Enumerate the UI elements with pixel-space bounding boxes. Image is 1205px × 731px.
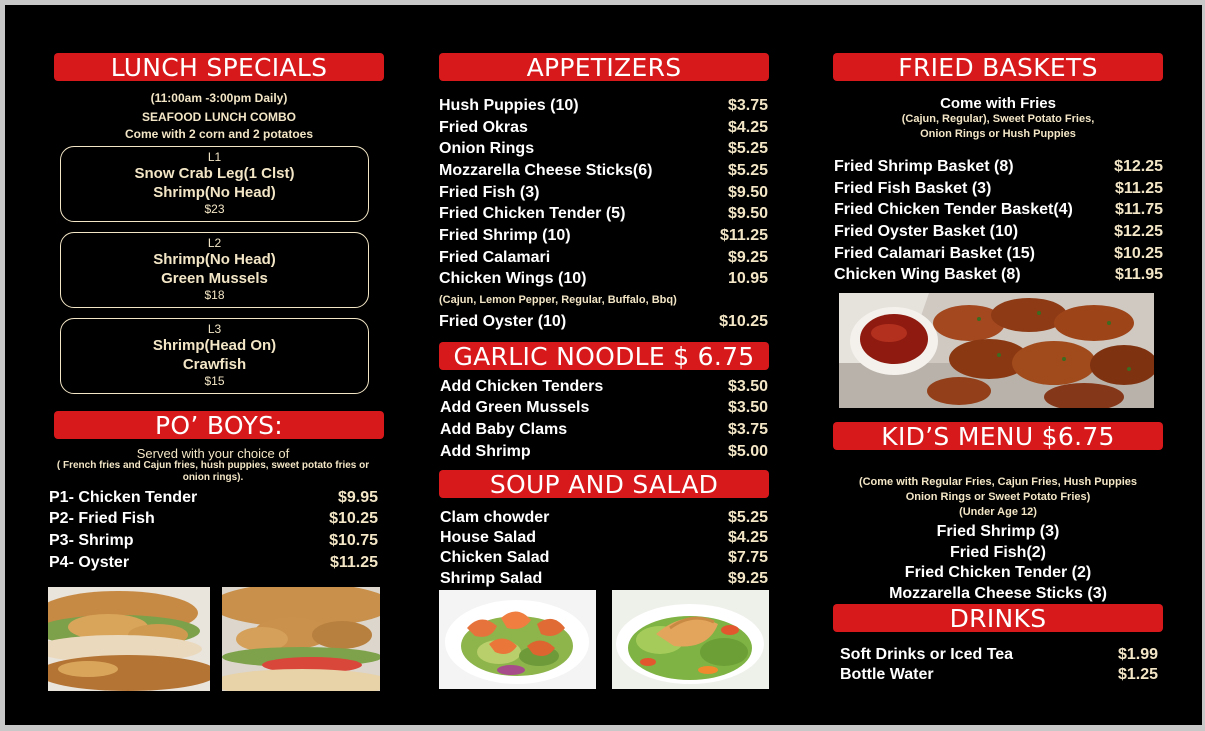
item-name: P4- Oyster (49, 554, 130, 571)
combo-box-l2 (60, 232, 369, 308)
appetizer-row (439, 204, 768, 223)
item-name: Shrimp Salad (440, 570, 543, 587)
garlic-addon-row (440, 377, 768, 396)
poboy-row (49, 509, 378, 528)
garlic-noodle-banner (439, 342, 769, 370)
drink-row (840, 665, 1158, 684)
item-price: $10.25 (329, 510, 378, 527)
drinks-title: DRINKS (949, 604, 1047, 632)
soup-salad-row (440, 508, 768, 527)
item-price: $9.50 (727, 184, 768, 201)
item-name: Add Baby Clams (440, 421, 568, 438)
soup-salad-banner (439, 470, 769, 498)
appetizer-row (439, 96, 768, 115)
item-name: Chicken Wing Basket (8) (834, 266, 1021, 283)
combo-price: $23 (204, 202, 225, 216)
item-name: Add Green Mussels (440, 399, 590, 416)
soup-salad-row (440, 528, 768, 547)
basket-row (834, 244, 1163, 263)
item-name: Chicken Wings (10) (439, 270, 587, 287)
poboys-intro: Served with your choice of (136, 446, 290, 461)
kids-items (833, 522, 1163, 604)
appetizer-row (439, 248, 768, 267)
item-name: Fried Fish Basket (3) (834, 180, 992, 197)
combo-line: Shrimp(Head On) (152, 337, 277, 354)
drink-row (840, 645, 1158, 664)
soup-salad-row (440, 548, 768, 567)
item-name: P1- Chicken Tender (49, 489, 198, 506)
kids-menu-banner (833, 422, 1163, 450)
item-name: Fried Calamari (439, 249, 551, 266)
item-price: $9.95 (337, 489, 378, 506)
item-name: Mozzarella Cheese Sticks(6) (439, 162, 653, 179)
kids-item: Mozzarella Cheese Sticks (3) (889, 584, 1107, 602)
kids-item: Fried Chicken Tender (2) (904, 564, 1092, 581)
combo-price: $15 (204, 374, 225, 388)
item-name: Fried Oyster (10) (439, 313, 567, 330)
poboys-note: onion rings). (182, 472, 244, 483)
lunch-specials-title: LUNCH SPECIALS (110, 53, 328, 81)
item-name: Fried Shrimp (10) (439, 227, 571, 244)
combo-line: Shrimp(No Head) (153, 251, 276, 268)
garlic-addon-row (440, 398, 768, 417)
item-name: Soft Drinks or Iced Tea (840, 646, 1014, 663)
basket-row (834, 200, 1163, 219)
item-price: $3.75 (727, 421, 768, 438)
lunch-specials-banner (54, 53, 384, 81)
item-price: $5.25 (727, 509, 768, 526)
item-price: $7.75 (727, 549, 768, 566)
combo-price: $18 (204, 288, 225, 302)
basket-row (834, 265, 1163, 284)
baskets-note: (Cajun, Regular), Sweet Potato Fries, (901, 113, 1095, 125)
appetizers-banner (439, 53, 769, 81)
drinks-banner (833, 604, 1163, 632)
combo-line: Shrimp(No Head) (153, 184, 276, 201)
combo-code: L2 (207, 236, 222, 250)
item-name: Add Chicken Tenders (440, 378, 604, 395)
kids-item: Fried Shrimp (3) (936, 523, 1060, 540)
basket-row (834, 157, 1163, 176)
kids-note: Onion Rings or Sweet Potato Fries) (905, 491, 1091, 503)
poboy-photo (222, 587, 380, 691)
shrimp-salad-photo (439, 590, 596, 689)
item-name: Fried Oyster Basket (10) (834, 223, 1019, 240)
soup-salad-title: SOUP AND SALAD (489, 470, 719, 498)
item-price: $10.25 (1114, 245, 1163, 262)
item-price: $3.50 (727, 378, 768, 395)
item-name: Chicken Salad (440, 549, 550, 566)
item-name: Fried Shrimp Basket (8) (834, 158, 1014, 175)
item-price: $10.75 (329, 532, 378, 549)
item-name: Bottle Water (840, 666, 934, 683)
appetizer-row (439, 139, 768, 158)
item-price: $9.50 (727, 205, 768, 222)
item-price: $3.75 (727, 97, 768, 114)
item-price: $3.50 (727, 399, 768, 416)
item-price: $11.75 (1114, 201, 1163, 218)
garlic-noodle-title: GARLIC NOODLE $ 6.75 (453, 342, 755, 370)
poboy-row (49, 531, 378, 550)
item-name: P2- Fried Fish (49, 510, 155, 527)
item-price: $5.00 (727, 443, 768, 460)
chicken-salad-photo (612, 590, 769, 689)
item-name: Fried Chicken Tender Basket(4) (834, 201, 1073, 218)
item-price: $11.25 (329, 554, 378, 571)
basket-row (834, 179, 1163, 198)
poboy-photo (48, 587, 210, 691)
item-price: $1.25 (1117, 666, 1158, 683)
basket-row (834, 222, 1163, 241)
kids-note: (Under Age 12) (959, 506, 1037, 518)
appetizer-row (439, 226, 768, 245)
item-name: House Salad (440, 529, 537, 546)
poboy-row (49, 553, 378, 572)
kids-item: Fried Fish(2) (949, 543, 1046, 561)
item-name: P3- Shrimp (49, 532, 134, 549)
chicken-wings-photo (839, 293, 1154, 408)
appetizers-title: APPETIZERS (526, 53, 682, 81)
kids-note: (Come with Regular Fries, Cajun Fries, Hush Puppies (858, 476, 1138, 488)
combo-title: SEAFOOD LUNCH COMBO (142, 110, 296, 124)
appetizer-row (439, 312, 768, 331)
item-price: 10.95 (727, 270, 768, 287)
garlic-addon-row (440, 442, 768, 461)
item-price: $1.99 (1117, 646, 1158, 663)
fried-baskets-banner (833, 53, 1163, 81)
combo-box-l3 (60, 318, 369, 394)
item-name: Onion Rings (439, 140, 535, 157)
combo-line: Crawfish (182, 356, 247, 373)
combo-box-l1 (60, 146, 369, 222)
item-name: Add Shrimp (440, 443, 531, 460)
poboys-banner (54, 411, 384, 439)
appetizer-row (439, 269, 768, 288)
combo-line: Snow Crab Leg(1 Clst) (134, 165, 295, 182)
item-price: $4.25 (727, 119, 768, 136)
item-price: $9.25 (727, 249, 768, 266)
item-price: $10.25 (719, 313, 768, 330)
poboys-title: PO’ BOYS: (155, 411, 283, 439)
wing-flavor-note: (Cajun, Lemon Pepper, Regular, Buffalo, Bbq) (439, 294, 677, 306)
combo-code: L1 (207, 150, 222, 164)
baskets-note: Onion Rings or Hush Puppies (920, 128, 1076, 140)
fried-baskets-title: FRIED BASKETS (898, 53, 1098, 81)
item-price: $4.25 (727, 529, 768, 546)
appetizer-row (439, 118, 768, 137)
soup-salad-row (440, 569, 768, 588)
item-price: $11.95 (1114, 266, 1163, 283)
item-name: Fried Chicken Tender (5) (439, 205, 626, 222)
item-price: $5.25 (727, 162, 768, 179)
item-price: $11.25 (719, 227, 768, 244)
item-price: $11.25 (1114, 180, 1163, 197)
combo-code: L3 (207, 322, 222, 336)
combo-line: Green Mussels (161, 270, 268, 287)
item-price: $5.25 (727, 140, 768, 157)
appetizer-row (439, 183, 768, 202)
item-name: Hush Puppies (10) (439, 97, 579, 114)
item-name: Fried Okras (439, 119, 528, 136)
kids-menu-title: KID’S MENU $6.75 (881, 422, 1115, 450)
combo-description: Come with 2 corn and 2 potatoes (124, 127, 314, 141)
item-price: $9.25 (727, 570, 768, 587)
appetizer-row (439, 161, 768, 180)
poboys-note: ( French fries and Cajun fries, hush puppies, sweet potato fries or (56, 460, 370, 471)
item-name: Fried Calamari Basket (15) (834, 245, 1035, 262)
menu-board (5, 5, 1202, 725)
item-price: $12.25 (1114, 158, 1163, 175)
poboy-row (49, 488, 378, 507)
item-price: $12.25 (1114, 223, 1163, 240)
lunch-hours: (11:00am -3:00pm Daily) (150, 91, 288, 105)
baskets-subtitle: Come with Fries (940, 95, 1056, 112)
item-name: Fried Fish (3) (439, 184, 540, 201)
item-name: Clam chowder (440, 509, 550, 526)
garlic-addon-row (440, 420, 768, 439)
